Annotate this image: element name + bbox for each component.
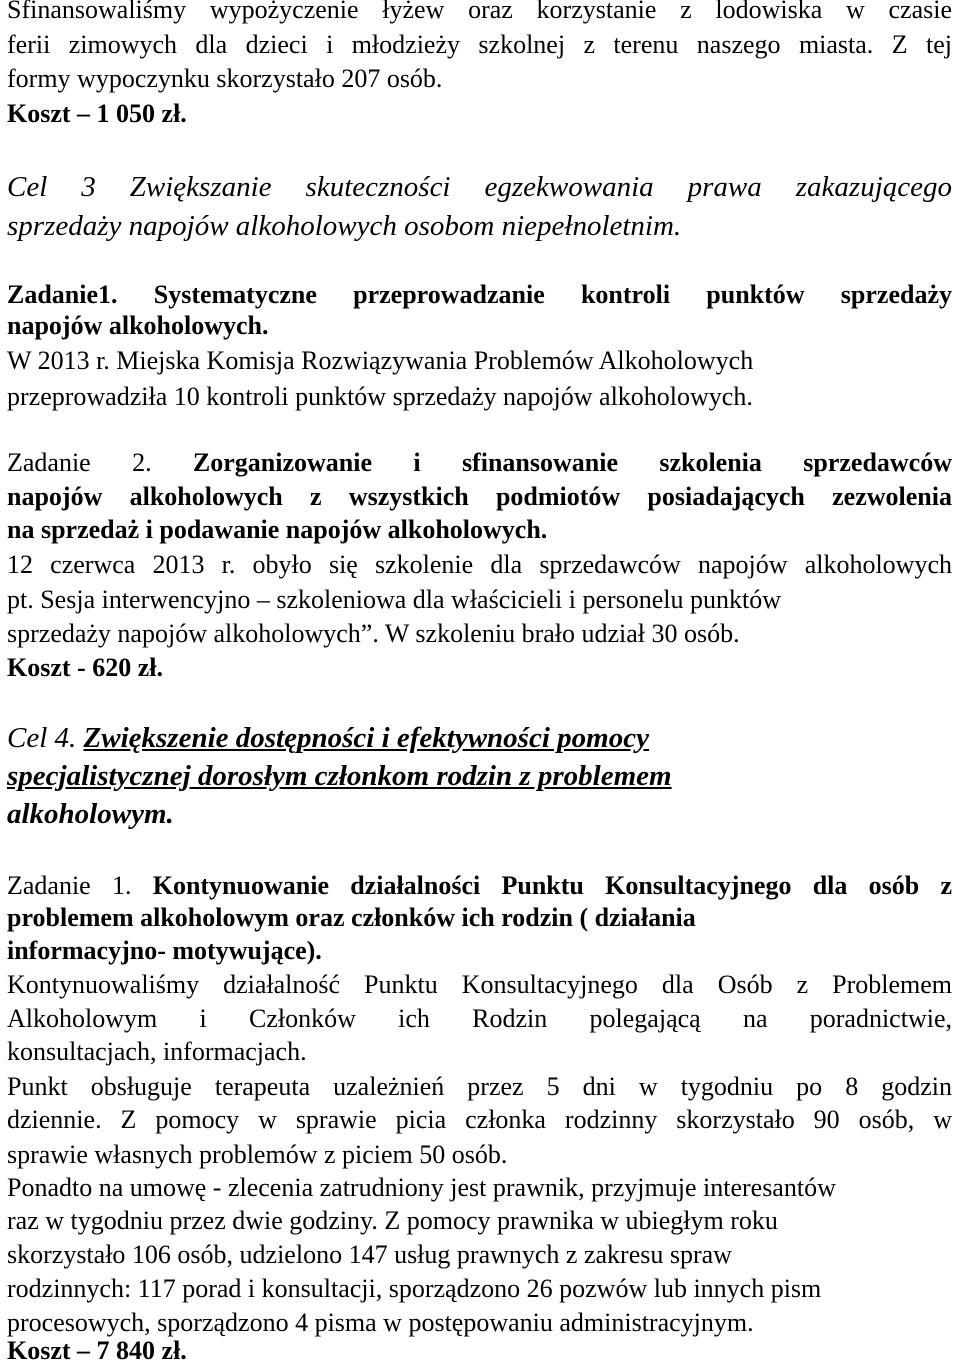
text-line: Ponadto na umowę - zlecenia zatrudniony jest prawnik, przyjmuje interesantów [7,1173,836,1202]
goal-heading: Cel 3 Zwiększanie skuteczności egzekwowania prawa zakazującego [7,171,952,203]
goal-heading [7,720,952,756]
task-title: Zorganizowanie i sfinansowanie szkolenia sprzedawców [192,448,952,477]
text-line: ferii zimowych dla dzieci i młodzieży szkolnej z terenu naszego miasta. Z tej [7,30,952,59]
text-line: 12 czerwca 2013 r. obyło się szkolenie dla sprzedawców napojów alkoholowych [7,550,952,579]
task-heading: na sprzedaż i podawanie napojów alkoholowych. [7,515,548,544]
task-heading: informacyjno- motywujące). [7,936,322,965]
cost-line: Koszt - 620 zł. [7,653,163,682]
text-line: formy wypoczynku skorzystało 207 osób. [7,64,443,93]
text-line: Kontynuowaliśmy działalność Punktu Konsultacyjnego dla Osób z Problemem [7,970,952,999]
text-line: skorzystało 106 osób, udzielono 147 usług prawnych z zakresu spraw [7,1240,732,1269]
text-line: raz w tygodniu przez dwie godziny. Z pomocy prawnika w ubiegłym roku [7,1206,778,1235]
text-line: Sfinansowaliśmy wypożyczenie łyżew oraz korzystanie z lodowiska w czasie [7,0,952,24]
text-line: procesowych, sporządzono 4 pisma w postępowaniu administracyjnym. [7,1308,754,1337]
task-heading: Zadanie1. Systematyczne przeprowadzanie kontroli punktów sprzedaży [7,280,952,309]
task-heading: napojów alkoholowych z wszystkich podmiotów posiadających zezwolenia [7,482,952,511]
goal-heading: alkoholowym. [7,798,174,830]
task-title: Kontynuowanie działalności Punktu Konsultacyjnego dla osób z [152,871,952,900]
text-line: pt. Sesja interwencyjno – szkoleniowa dla właścicieli i personelu punktów [7,585,782,614]
task-heading: napojów alkoholowych. [7,311,269,340]
text-line: rodzinnych: 117 porad i konsultacji, sporządzono 26 pozwów lub innych pism [7,1274,822,1303]
task-heading [7,447,952,479]
text-line: sprzedaży napojów alkoholowych”. W szkoleniu brało udział 30 osób. [7,619,740,648]
goal-title: Zwiększenie dostępności i efektywności pomocy [83,722,649,754]
text-line: Punkt obsługuje terapeuta uzależnień przez 5 dni w tygodniu po 8 godzin [7,1072,952,1101]
task-heading: problemem alkoholowym oraz członków ich rodzin ( działania [7,903,696,932]
goal-heading: specjalistycznej dorosłym członkom rodzin z problemem [7,760,672,792]
text-line: konsultacjach, informacjach. [7,1037,307,1066]
goal-heading: sprzedaży napojów alkoholowych osobom niepełnoletnim. [7,210,682,242]
text-line: sprawie własnych problemów z piciem 50 osób. [7,1140,508,1169]
task-label: Zadanie 1. [7,871,153,900]
cost-line: Koszt – 7 840 zł. [7,1336,187,1365]
task-label: Zadanie 2. [7,448,193,477]
text-line: dziennie. Z pomocy w sprawie picia członka rodzinny skorzystało 90 osób, w [7,1105,952,1134]
task-heading [7,870,952,902]
cost-line: Koszt – 1 050 zł. [7,99,187,128]
text-line: W 2013 r. Miejska Komisja Rozwiązywania Problemów Alkoholowych [7,346,754,375]
goal-label: Cel 4. [7,722,84,754]
text-line: Alkoholowym i Członków ich Rodzin polegającą na poradnictwie, [7,1004,952,1033]
text-line: przeprowadziła 10 kontroli punktów sprzedaży napojów alkoholowych. [7,382,753,411]
